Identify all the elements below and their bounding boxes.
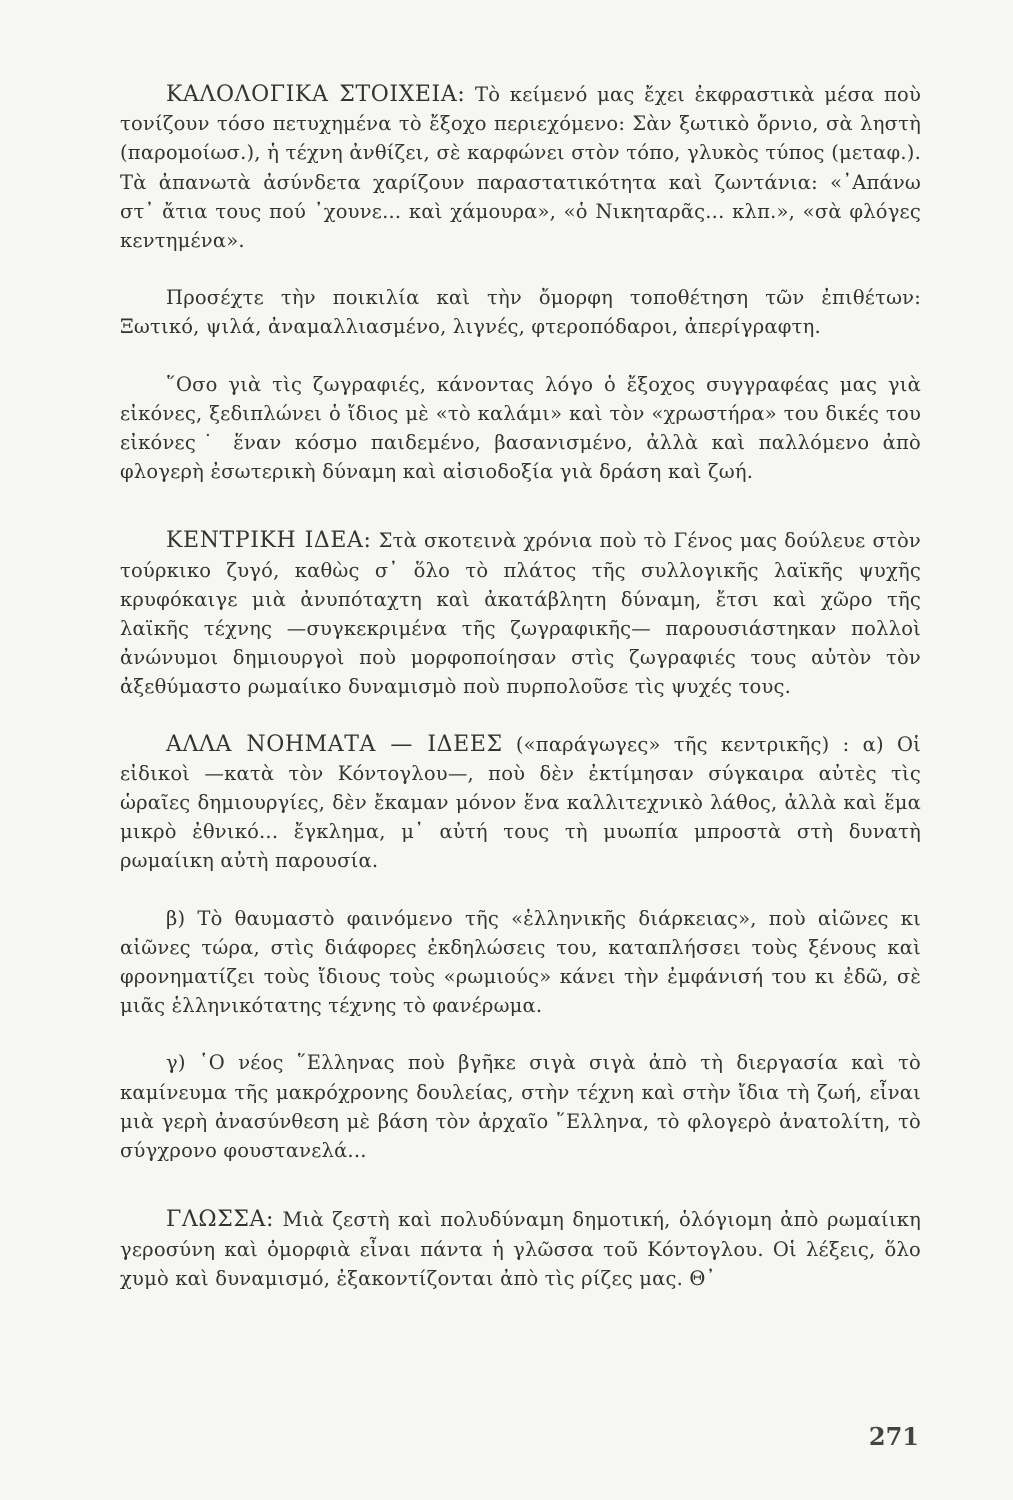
paragraph-text: («παράγωγες» τῆς κεντρικῆς) : α) Οἱ εἰδικοὶ —κατὰ τὸν Κόντογλου—, ποὺ δὲν ἐκτίμησαν σύγκαιρα αὐτὲς τὶς ὡραῖες δημιουργίες, δὲν ἔκαμαν μόνον ἕνα καλλιτεχνικὸ λάθος, ἀλλὰ καὶ ἕμα μικρὸ ἐθνικό... ἔγκλημα, μ᾿ αὐτή τους τὴ μυωπία μπροστὰ στὴ δυνατὴ ρωμαίικη αὐτὴ παρουσία. (120, 732, 921, 873)
section-heading-language: ΓΛΩΣΣΑ: (166, 1207, 275, 1233)
paragraph-greek-continuity (120, 904, 921, 1021)
paragraph-text: Προσέχτε τὴν ποικιλία καὶ τὴν ὄμορφη τοποθέτηση τῶν ἐπιθέτων: Ξωτικό, ψιλά, ἀναμαλλιασμένο, λιγνές, φτεροπόδαροι, ἀπερίγραφτη. (120, 286, 921, 339)
section-heading-central-idea: ΚΕΝΤΡΙΚΗ ΙΔΕΑ: (166, 528, 372, 554)
paragraph-language (120, 1205, 921, 1293)
paragraph-new-greek (120, 1048, 921, 1165)
paragraph-epithets (120, 283, 921, 341)
paragraph-text: β) Τὸ θαυμαστὸ φαινόμενο τῆς «ἑλληνικῆς διάρκειας», ποὺ αἰῶνες κι αἰῶνες τώρα, στὶς διάφορες ἐκδηλώσεις του, καταπλήσσει τοὺς ξένους καὶ φρονηματίζει τοὺς ἴδιους τοὺς «ρωμιούς» κάνει τὴν ἐμφάνισή του κι ἐδῶ, σὲ μιᾶς ἑλληνικότατης τέχνης τὸ φανέρωμα. (120, 906, 921, 1018)
paragraph-central-idea (120, 526, 921, 701)
paragraph-stylistic-elements (120, 80, 921, 255)
paragraph-other-ideas (120, 730, 921, 876)
paragraph-paintings (120, 370, 921, 487)
paragraph-text: Μιὰ ζεστὴ καὶ πολυδύναμη δημοτική, ὁλόγιομη ἀπὸ ρωμαίικη γεροσύνη καὶ ὀμορφιὰ εἶναι πάντα ἡ γλῶσσα τοῦ Κόντογλου. Οἱ λέξεις, ὅλο χυμὸ καὶ δυναμισμό, ἐξακοντίζονται ἀπὸ τὶς ρίζες μας. Θ᾿ (120, 1208, 922, 1290)
paragraph-text: γ) ῾Ο νέος ῞Ελληνας ποὺ βγῆκε σιγὰ σιγὰ ἀπὸ τὴ διεργασία καὶ τὸ καμίνευμα τῆς μακρόχρονης δουλείας, στὴν τέχνη καὶ στὴν ἴδια τὴ ζωή, εἶναι μιὰ γερὴ ἀνασύνθεση μὲ βάση τὸν ἀρχαῖο ῞Ελληνα, τὸ φλογερὸ ἀνατολίτη, τὸ σύγχρονο φουστανελά... (120, 1051, 921, 1163)
paragraph-text: Τὸ κείμενό μας ἔχει ἐκφραστικὰ μέσα ποὺ τονίζουν τόσο πετυχημένα τὸ ἔξοχο περιεχόμενο: Σὰν ξωτικὸ ὄρνιο, σὰ ληστὴ (παρομοίωσ.), ἡ τέχνη ἀνθίζει, σὲ καρφώνει στὸν τόπο, γλυκὸς τύπος (μεταφ.). Τὰ ἀπανωτὰ ἀσύνδετα χαρίζουν παραστατικότητα καὶ ζωντάνια: «᾿Απάνω στ᾿ ἄτια τους πού ᾿χουνε... καὶ χάμουρα», «ὁ Νικηταρᾶς... κλπ.», «σὰ φλόγες κεντημένα». (120, 83, 922, 253)
text-body (120, 80, 921, 1293)
section-heading-other-ideas: ΑΛΛΑ ΝΟΗΜΑΤΑ — ΙΔΕΕΣ (166, 731, 503, 757)
section-heading-stylistic-elements: ΚΑΛΟΛΟΓΙΚΑ ΣΤΟΙΧΕΙΑ: (166, 82, 466, 107)
paragraph-text: Στὰ σκοτεινὰ χρόνια ποὺ τὸ Γένος μας δούλευε στὸν τούρκικο ζυγό, καθὼς σ᾿ ὅλο τὸ πλάτος τῆς συλλογικῆς λαϊκῆς ψυχῆς κρυφόκαιγε μιὰ ἀνυπόταχτη καὶ ἀκατάβλητη δύναμη, ἔτσι καὶ χῶρο τῆς λαϊκῆς τέχνης —συγκεκριμένα τῆς ζωγραφικῆς— παρουσιάστηκαν πολλοὶ ἀνώνυμοι δημιουργοὶ ποὺ μορφοποίησαν στὶς ζωγραφιές τους αὐτὸν τὸν ἀξεθύμαστο ρωμαίικο δυναμισμὸ ποὺ πυρπολοῦσε τὶς ψυχές τους. (120, 529, 921, 699)
paragraph-text: ῞Οσο γιὰ τὶς ζωγραφιές, κάνοντας λόγο ὁ ἔξοχος συγγραφέας μας γιὰ εἰκόνες, ξεδιπλώνει ὁ ἴδιος μὲ «τὸ καλάμι» καὶ τὸν «χρωστήρα» του δικές του εἰκόνες˙ ἕναν κόσμο παιδεμένο, βασανισμένο, ἀλλὰ καὶ παλλόμενο ἀπὸ φλογερὴ ἐσωτερικὴ δύναμη καὶ αἰσιοδοξία γιὰ δράση καὶ ζωή. (120, 372, 921, 484)
page-number: 271 (868, 1422, 919, 1451)
